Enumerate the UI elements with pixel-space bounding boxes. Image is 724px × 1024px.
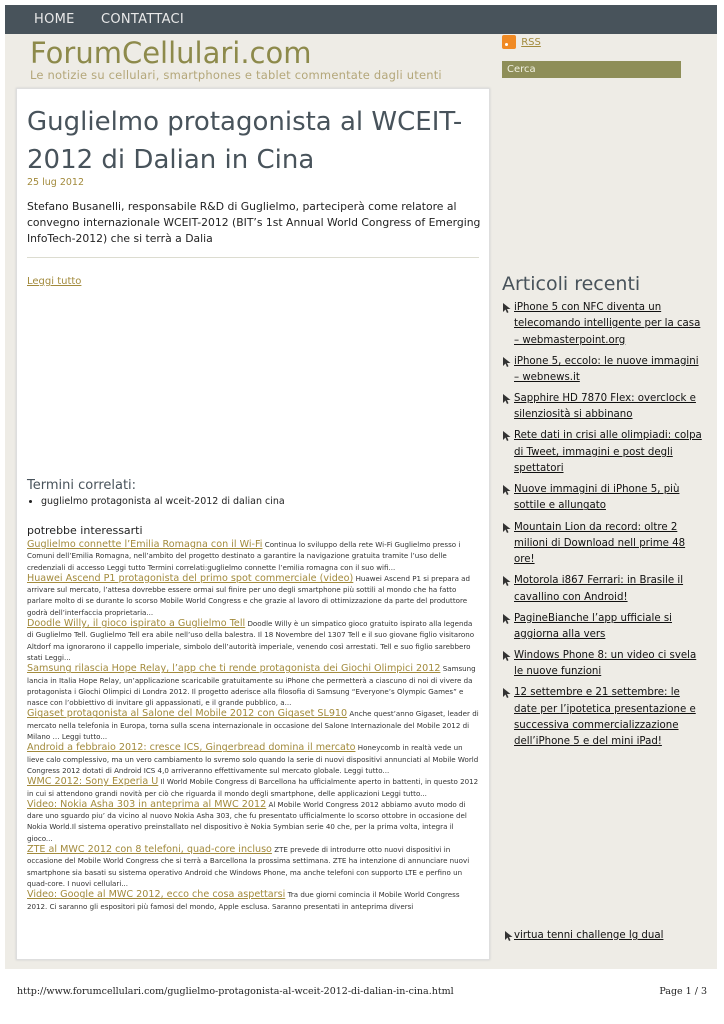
related-article-item <box>27 844 479 889</box>
nav-home-link[interactable]: HOME <box>34 12 75 27</box>
related-article-link[interactable]: Video: Google al MWC 2012, ecco che cosa aspettarsi <box>27 889 286 901</box>
footer-url: http://www.forumcellulari.com/guglielmo-protagonista-al-wceit-2012-di-dalian-in-cina.html <box>17 986 454 997</box>
nav-contact-link[interactable]: CONTATTACI <box>101 12 185 27</box>
related-article-text: Anche quest’anno Gigaset, leader di mercato nella telefonia in Europa, torna sulla scena internazionale in occasione del Salone Internazionale del Mobile 2012 di Milano … Leggi tutto... <box>27 709 479 742</box>
related-article-text: Honeycomb in realtà vede un lieve calo complessivo, ma un vero cambiamento lo svremo solo quando la serie di nuovi dispositivi annunciati al Mobile World Congress 2012 dotati di Android ICS 4,0 arriveranno effettivamente sul mercato globale. Leggi tutto... <box>27 743 479 775</box>
related-article-link[interactable]: Video: Nokia Asha 303 in anteprima al MWC 2012 <box>27 798 267 810</box>
rss-label[interactable]: RSS <box>521 37 541 48</box>
rss-link[interactable] <box>502 35 541 49</box>
article-intro: Stefano Busanelli, responsabile R&D di Guglielmo, parteciperà come relatore al convegno internazionale WCEIT-2012 (BIT’s 1st Annual World Congress of Emerging InfoTech-2012) che si terrà a Dalia <box>27 200 481 245</box>
cursor-icon <box>505 931 513 941</box>
footer-page-number: Page 1 / 3 <box>659 986 707 997</box>
related-article-text: Al Mobile World Congress 2012 abbiamo avuto modo di dare uno sguardo piu’ da vicino al nuovo Nokia Asha 303, che fu presentato ufficialmente lo scorso ottobre in occasione del Nokia World.Il sistema operativo preinstallato nel dispositivo è Nokia Symbian serie 40 che, per la prima volta, integra il gioco... <box>27 799 467 843</box>
related-article-text: Doodle Willy è un simpatico gioco gratuito ispirato alla legenda di Guglielmo Tell. Guglielmo Tell era abile nell’uso della balestra. Il 18 Novembre del 1307 Tell e il suo giovane figlio visitarono Altdorf ma ignorarono il cappello imperiale, simbolo dell’autorità imperiale, venendo così arrestati. Tell e suo figlio sarebbero stati Leggi... <box>27 619 475 662</box>
related-article-text: Tra due giorni comincia il Mobile World Congress 2012. Ci saranno gli espositori più famosi del mondo, Apple esclusa. Saranno presentati in anteprima diversi <box>27 890 460 911</box>
divider <box>27 257 479 258</box>
related-article-link[interactable]: ZTE al MWC 2012 con 8 telefoni, quad-core incluso <box>27 844 272 856</box>
related-article-link[interactable]: Gigaset protagonista al Salone del Mobile 2012 con Gigaset SL910 <box>27 708 348 720</box>
cursor-icon <box>503 688 511 698</box>
recent-article-item <box>502 354 702 387</box>
recent-articles-heading: Articoli recenti <box>502 273 641 295</box>
site-tagline: Le notizie su cellulari, smartphones e tablet commentate dagli utenti <box>30 68 442 82</box>
related-article-item <box>27 708 479 742</box>
related-article-text: ZTE prevede di introdurre otto nuovi dispositivi in occasione del Mobile World Congress che si terrà a Barcellona la prossima settimana. ZTE ha intenzione di annunciare nuovi smartphone sia basati su sistema operativo Android che Windows Phone, ma anche telefoni con supporto LTE e perfino un quad-core. I nuovi cellulari... <box>27 845 470 888</box>
recent-article-item <box>502 520 702 569</box>
related-articles-list <box>27 539 479 912</box>
cursor-icon <box>503 303 511 313</box>
cursor-icon <box>503 614 511 624</box>
related-article-item <box>27 573 479 618</box>
recent-article-link[interactable]: Mountain Lion da record: oltre 2 milioni di Download nell prime 48 ore! <box>514 521 686 566</box>
cursor-icon <box>503 431 511 441</box>
related-article-link[interactable]: Huawei Ascend P1 protagonista del primo spot commerciale (video) <box>27 572 354 584</box>
related-terms-list <box>27 496 285 507</box>
related-article-item <box>27 889 479 912</box>
related-article-item <box>27 799 479 844</box>
related-article-text: Continua lo sviluppo della rete Wi-Fi Guglielmo presso i Comuni dell’Emilia Romagna, nell’ambito del progetto destinato a garantire la navigazione gratuita tramite l’uso delle credenziali di accesso Leggi tutto Termini correlati:guglielmo connette l’emilia romagna con il suo wifi... <box>27 540 461 572</box>
related-article-text: Samsung lancia in Italia Hope Relay, un’applicazione scaricabile gratuitamente su iPhone che permetterà a ciascuno di noi di vivere da protagonista i Giochi Olimpici di Londra 2012. Il progetto aderisce alla filosofia di Samsung “Everyone’s Olympic Games” e nasce con l’obbiettivo di invitare gli appassionati, e il grande pubblico, a... <box>27 664 476 708</box>
related-term: • guglielmo protagonista al wceit-2012 di dalian cina <box>41 496 285 507</box>
related-article-link[interactable]: Guglielmo connette l’Emilia Romagna con il Wi-Fi <box>27 539 263 550</box>
read-more-link[interactable]: Leggi tutto <box>27 276 82 287</box>
recent-article-link[interactable]: Motorola i867 Ferrari: in Brasile il cavallino con Android! <box>514 575 684 603</box>
search-box[interactable]: Cerca <box>502 61 681 78</box>
recent-article-item <box>502 300 702 349</box>
recent-article-item <box>502 685 702 750</box>
cursor-icon <box>503 576 511 586</box>
related-article-link[interactable]: WMC 2012: Sony Experia U <box>27 776 159 788</box>
cursor-icon <box>503 523 511 533</box>
article-title: Guglielmo protagonista al WCEIT-2012 di Dalian in Cina <box>27 107 463 175</box>
cursor-icon <box>503 357 511 367</box>
recent-article-link[interactable]: Sapphire HD 7870 Flex: overclock e silenziosità si abbinano <box>514 393 696 421</box>
recent-article-link[interactable]: Rete dati in crisi alle olimpiadi: colpa di Tweet, immagini e post degli spettatori <box>514 430 702 475</box>
related-article-link[interactable]: Doodle Willy, il gioco ispirato a Guglielmo Tell <box>27 618 246 630</box>
recent-article-link[interactable]: iPhone 5, eccolo: le nuove immagini – webnews.it <box>514 355 699 383</box>
cursor-icon <box>503 394 511 404</box>
related-article-item <box>27 663 479 708</box>
related-article-text: Il World Mobile Congress di Barcellona ha ufficialmente aperto in battenti, in questo 2012 in cui si attendono grandi novità per ciò che riguarda il mondo degli smartphone, delle applicazioni Leggi tutto... <box>27 777 479 798</box>
recent-article-item <box>502 611 702 644</box>
top-navigation-bar <box>5 5 717 34</box>
related-article-link[interactable]: Samsung rilascia Hope Relay, l’app che ti rende protagonista dei Giochi Olimpici 2012 <box>27 663 441 675</box>
related-terms-heading: Termini correlati: <box>27 478 137 493</box>
recent-article-link[interactable]: 12 settembre e 21 settembre: le date per l’ipotetica presentazione e successiva commercializzazione dell’iPhone 5 e del mini iPad! <box>514 687 696 748</box>
related-article-item <box>27 742 479 776</box>
related-article-item <box>27 618 479 663</box>
related-article-text: Huawei Ascend P1 si prepara ad arrivare sul mercato, l’attesa dovrebbe essere ormai sul finire per uno degli smartphone più sottili al mondo che ha fatto parlare molto di se durante lo scorso Mobile World Congress e che grazie al lavoro di ottimizzazione da parte del produttore godrà dell’interfaccia proprietaria... <box>27 573 471 617</box>
recent-article-item <box>502 428 702 477</box>
article-date: 25 lug 2012 <box>27 177 84 188</box>
recent-article-item <box>502 573 702 606</box>
cursor-icon <box>503 651 511 661</box>
recent-article-item <box>502 648 702 681</box>
related-article-link[interactable]: Android a febbraio 2012: cresce ICS, Gingerbread domina il mercato <box>27 742 356 754</box>
rss-icon <box>502 35 516 49</box>
recent-article-link[interactable]: Windows Phone 8: un video ci svela le nuove funzioni <box>514 650 697 678</box>
cursor-icon <box>503 485 511 495</box>
site-title[interactable]: ForumCellulari.com <box>30 36 312 70</box>
recent-article-item <box>502 391 702 424</box>
recent-article-item <box>502 482 702 515</box>
sidebar-bottom-link[interactable]: virtua tenni challenge lg dual <box>514 930 664 941</box>
related-article-item <box>27 776 479 799</box>
recent-article-link[interactable]: PagineBianche l’app ufficiale si aggiorna alla vers <box>514 612 672 640</box>
sidebar-bottom-item <box>502 928 714 944</box>
recent-article-link[interactable]: Nuove immagini di iPhone 5, più sottile e allungato <box>514 484 680 512</box>
related-heading: potrebbe interessarti <box>27 524 143 537</box>
recent-article-link[interactable]: iPhone 5 con NFC diventa un telecomando intelligente per la casa – webmasterpoint.org <box>514 302 701 346</box>
recent-articles-list <box>502 300 702 755</box>
related-article-item <box>27 539 479 573</box>
